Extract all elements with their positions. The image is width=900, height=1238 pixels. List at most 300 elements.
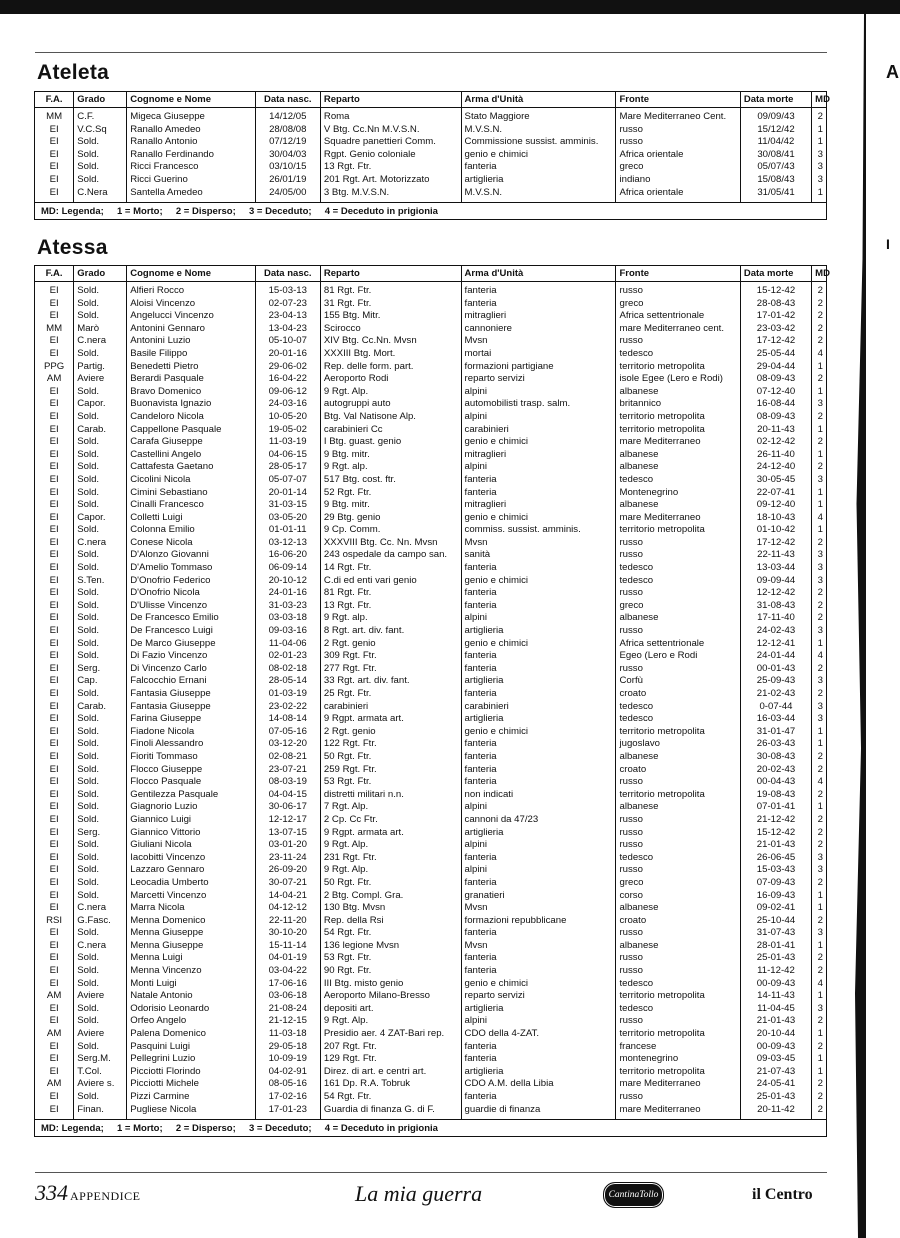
table-cell: Palena Domenico xyxy=(127,1028,255,1041)
table-cell: 9 Rgt. Alp. xyxy=(320,1015,461,1028)
table-cell: genio e chimici xyxy=(461,575,616,588)
table-cell: carabinieri xyxy=(461,424,616,437)
table-cell: 2 xyxy=(817,373,823,385)
table-cell: Sold. xyxy=(74,952,127,965)
table-row xyxy=(35,877,826,890)
table-cell: EI xyxy=(35,965,74,978)
table-cell: russo xyxy=(616,537,740,550)
table-cell: EI xyxy=(35,499,74,512)
table-cell: 21-08-24 xyxy=(255,1003,320,1016)
table-cell: EI xyxy=(35,827,74,840)
table-cell: 03-12-20 xyxy=(255,738,320,751)
table-cell: 31-03-15 xyxy=(255,499,320,512)
table-cell: 1 xyxy=(817,385,823,397)
table-cell: Sold. xyxy=(74,449,127,462)
table-cell: 22-11-20 xyxy=(255,915,320,928)
table-cell: 06-09-14 xyxy=(255,562,320,575)
column-header: Fronte xyxy=(616,92,740,108)
table-cell: 08-09-43 xyxy=(740,411,811,424)
table-cell: carabinieri xyxy=(461,701,616,714)
table-cell: Mvsn xyxy=(461,537,616,550)
table-cell: alpini xyxy=(461,411,616,424)
table-cell: 07-05-16 xyxy=(255,726,320,739)
table-cell: 1 xyxy=(817,423,823,435)
table-cell: alpini xyxy=(461,461,616,474)
table-cell: 20-11-43 xyxy=(740,424,811,437)
table-cell: 3 xyxy=(817,148,823,160)
table-cell: alpini xyxy=(461,612,616,625)
table-cell: Ranallo Antonio xyxy=(127,136,255,149)
table-cell: Carab. xyxy=(74,424,127,437)
column-header: Arma d'Unità xyxy=(461,266,616,282)
table-cell: 9 Rgt. Alp. xyxy=(320,864,461,877)
table-cell: Presidio aer. 4 ZAT-Bari rep. xyxy=(320,1028,461,1041)
table-cell: EI xyxy=(35,726,74,739)
table-cell: Lazzaro Gennaro xyxy=(127,864,255,877)
table-cell: AM xyxy=(35,373,74,386)
table-cell: Pugliese Nicola xyxy=(127,1104,255,1120)
table-cell: Marò xyxy=(74,323,127,336)
table-cell: formazioni partigiane xyxy=(461,361,616,374)
table-cell: 07/12/19 xyxy=(255,136,320,149)
table-cell: 1 xyxy=(817,637,823,649)
table-cell: tedesco xyxy=(616,713,740,726)
table-cell: Cicolini Nicola xyxy=(127,474,255,487)
table-cell: 1 xyxy=(817,123,823,135)
table-cell: Sold. xyxy=(74,436,127,449)
table-cell: EI xyxy=(35,1053,74,1066)
table-cell: PPG xyxy=(35,361,74,374)
table-cell: 01-01-11 xyxy=(255,524,320,537)
table-cell: Sold. xyxy=(74,587,127,600)
table-cell: 03-04-22 xyxy=(255,965,320,978)
table-cell: XIV Btg. Cc.Nn. Mvsn xyxy=(320,335,461,348)
table-cell: 9 Rgt. alp. xyxy=(320,461,461,474)
table-cell: Flocco Pasquale xyxy=(127,776,255,789)
table-cell: Aviere xyxy=(74,990,127,1003)
table-row xyxy=(35,650,826,663)
table-cell: Alfieri Rocco xyxy=(127,282,255,298)
table-cell: mitraglieri xyxy=(461,449,616,462)
table-cell: 02-07-23 xyxy=(255,298,320,311)
table-cell: tedesco xyxy=(616,575,740,588)
table-cell: 4 xyxy=(817,347,823,359)
table-cell: 1 xyxy=(817,136,823,148)
table-cell: Giagnorio Luzio xyxy=(127,801,255,814)
table-cell: 20-02-43 xyxy=(740,764,811,777)
table-row xyxy=(35,978,826,991)
table-cell: 26-03-43 xyxy=(740,738,811,751)
table-row xyxy=(35,1015,826,1028)
column-header: MD xyxy=(812,266,826,282)
table-cell: Guardia di finanza G. di F. xyxy=(320,1104,461,1120)
table-cell: Sold. xyxy=(74,348,127,361)
table-cell: 02-12-42 xyxy=(740,436,811,449)
table-cell: EI xyxy=(35,688,74,701)
table-cell: 03-05-20 xyxy=(255,512,320,525)
table-cell: 10-05-20 xyxy=(255,411,320,424)
table-cell: 02-01-23 xyxy=(255,650,320,663)
table-cell: Marra Nicola xyxy=(127,902,255,915)
table-cell: EI xyxy=(35,927,74,940)
table-cell: 2 xyxy=(817,461,823,473)
table-cell: EI xyxy=(35,1015,74,1028)
table-cell: D'Onofrio Nicola xyxy=(127,587,255,600)
table-cell: carabinieri xyxy=(320,701,461,714)
table-cell: 25 Rgt. Ftr. xyxy=(320,688,461,701)
table-cell: 30-10-20 xyxy=(255,927,320,940)
table-cell: EI xyxy=(35,411,74,424)
table-cell: 15-03-13 xyxy=(255,282,320,298)
table-cell: 3 xyxy=(817,700,823,712)
table-cell: Menna Vincenzo xyxy=(127,965,255,978)
column-header: Cognome e Nome xyxy=(127,266,255,282)
table-cell: Marcetti Vincenzo xyxy=(127,890,255,903)
table-cell: Monti Luigi xyxy=(127,978,255,991)
table-cell: 04-04-15 xyxy=(255,789,320,802)
table-cell: artiglieria xyxy=(461,675,616,688)
table-cell: MM xyxy=(35,323,74,336)
table-cell: 29-04-44 xyxy=(740,361,811,374)
table-atessa xyxy=(34,265,830,1137)
table-cell: 1 xyxy=(817,889,823,901)
table-cell: EI xyxy=(35,1066,74,1079)
table-cell: EI xyxy=(35,814,74,827)
table-cell: 11-03-18 xyxy=(255,1028,320,1041)
table-cell: Sold. xyxy=(74,801,127,814)
table-cell: 25-10-44 xyxy=(740,915,811,928)
table-cell: russo xyxy=(616,625,740,638)
table-cell: artiglieria xyxy=(461,174,616,187)
table-cell: 19-05-02 xyxy=(255,424,320,437)
facing-page-letter: A xyxy=(886,62,899,82)
table-row xyxy=(35,449,826,462)
table-cell: 9 Rgt. alp. xyxy=(320,612,461,625)
table-cell: Benedetti Pietro xyxy=(127,361,255,374)
table-row xyxy=(35,149,826,162)
table-header-row xyxy=(35,92,826,108)
table-cell: EI xyxy=(35,436,74,449)
table-cell: Sold. xyxy=(74,549,127,562)
table-cell: fanteria xyxy=(461,927,616,940)
table-cell: Sold. xyxy=(74,282,127,298)
table-cell: 05-10-07 xyxy=(255,335,320,348)
table-cell: EI xyxy=(35,600,74,613)
table-cell: 04-12-12 xyxy=(255,902,320,915)
table-cell: Flocco Giuseppe xyxy=(127,764,255,777)
table-cell: EI xyxy=(35,298,74,311)
table-cell: Direz. di art. e centri art. xyxy=(320,1066,461,1079)
table-cell: fanteria xyxy=(461,1091,616,1104)
table-cell: 08-03-19 xyxy=(255,776,320,789)
table-cell: Commissione sussist. amminis. xyxy=(461,136,616,149)
table-cell: Sold. xyxy=(74,1041,127,1054)
table-cell: Sold. xyxy=(74,562,127,575)
table-cell: Squadre panettieri Comm. xyxy=(320,136,461,149)
table-cell: Carab. xyxy=(74,701,127,714)
table-cell: 2 xyxy=(817,914,823,926)
table-cell: D'Onofrio Federico xyxy=(127,575,255,588)
table-cell: 21-12-15 xyxy=(255,1015,320,1028)
table-cell: Menna Giuseppe xyxy=(127,927,255,940)
table-cell: russo xyxy=(616,776,740,789)
sponsor-logo xyxy=(603,1182,664,1208)
table-cell: EI xyxy=(35,149,74,162)
table-cell: russo xyxy=(616,124,740,137)
table-header-row xyxy=(35,266,826,282)
table-row xyxy=(35,675,826,688)
table-cell: 28-05-17 xyxy=(255,461,320,474)
table-cell: 31-03-23 xyxy=(255,600,320,613)
table-cell: 28-08-43 xyxy=(740,298,811,311)
table-cell: 13-07-15 xyxy=(255,827,320,840)
table-cell: 1 xyxy=(817,902,823,914)
table-cell: 2 xyxy=(817,322,823,334)
table-cell: mare Mediterraneo cent. xyxy=(616,323,740,336)
table-cell: fanteria xyxy=(461,282,616,298)
table-cell: Carafa Giuseppe xyxy=(127,436,255,449)
table-cell: russo xyxy=(616,1015,740,1028)
table-cell: 29-05-18 xyxy=(255,1041,320,1054)
table-row xyxy=(35,361,826,374)
table-cell: Giannico Luigi xyxy=(127,814,255,827)
table-cell: EI xyxy=(35,487,74,500)
sponsor-logo-text: CantinaTollo xyxy=(608,1190,659,1200)
table-cell: 29-06-02 xyxy=(255,361,320,374)
table-cell: C.nera xyxy=(74,902,127,915)
table-cell: 08-05-16 xyxy=(255,1078,320,1091)
table-cell: 14-11-43 xyxy=(740,990,811,1003)
table-cell: Ranallo Ferdinando xyxy=(127,149,255,162)
table-cell: 7 Rgt. Alp. xyxy=(320,801,461,814)
table-cell: Serg.M. xyxy=(74,1053,127,1066)
column-header: Reparto xyxy=(320,92,461,108)
table-cell: 16-03-44 xyxy=(740,713,811,726)
table-cell: mortai xyxy=(461,348,616,361)
table-cell: tedesco xyxy=(616,348,740,361)
table-cell: alpini xyxy=(461,801,616,814)
table-cell: Sold. xyxy=(74,161,127,174)
table-cell: Picciotti Florindo xyxy=(127,1066,255,1079)
table-cell: 15-03-43 xyxy=(740,864,811,877)
table-cell: Menna Domenico xyxy=(127,915,255,928)
table-row xyxy=(35,915,826,928)
table-cell: Angelucci Vincenzo xyxy=(127,310,255,323)
table-cell: C.nera xyxy=(74,537,127,550)
table-row xyxy=(35,952,826,965)
table-cell: 12-12-42 xyxy=(740,587,811,600)
table-cell: jugoslavo xyxy=(616,738,740,751)
table-row xyxy=(35,575,826,588)
table-cell: EI xyxy=(35,562,74,575)
table-cell: britannico xyxy=(616,398,740,411)
table-cell: Iacobitti Vincenzo xyxy=(127,852,255,865)
table-cell: tedesco xyxy=(616,852,740,865)
table-cell: Ricci Guerino xyxy=(127,174,255,187)
table-cell: XXXIII Btg. Mort. xyxy=(320,348,461,361)
table-cell: 21-12-42 xyxy=(740,814,811,827)
newspaper-name: il Centro xyxy=(752,1186,813,1203)
table-row xyxy=(35,461,826,474)
table-cell: 30-05-45 xyxy=(740,474,811,487)
table-cell: 9 Rgpt. armata art. xyxy=(320,713,461,726)
table-cell: Aloisi Vincenzo xyxy=(127,298,255,311)
table-cell: Mvsn xyxy=(461,335,616,348)
table-cell: 2 xyxy=(817,1103,823,1115)
table-cell: Sold. xyxy=(74,149,127,162)
table-cell: Sold. xyxy=(74,776,127,789)
table-cell: Serg. xyxy=(74,827,127,840)
table-cell: tedesco xyxy=(616,1003,740,1016)
table-cell: M.V.S.N. xyxy=(461,187,616,203)
table-cell: Sold. xyxy=(74,738,127,751)
table-cell: Africa orientale xyxy=(616,187,740,203)
table-cell: territorio metropolita xyxy=(616,361,740,374)
table-cell: 15/12/42 xyxy=(740,124,811,137)
table-cell: G.Fasc. xyxy=(74,915,127,928)
table-cell: greco xyxy=(616,877,740,890)
table-cell: C.F. xyxy=(74,108,127,124)
table-cell: 1 xyxy=(817,990,823,1002)
table-row xyxy=(35,298,826,311)
table-cell: Africa settentrionale xyxy=(616,638,740,651)
table-cell: reparto servizi xyxy=(461,990,616,1003)
table-cell: 24/05/00 xyxy=(255,187,320,203)
table-cell: Sold. xyxy=(74,814,127,827)
table-cell: croato xyxy=(616,915,740,928)
table-cell: Fiadone Nicola xyxy=(127,726,255,739)
table-row xyxy=(35,174,826,187)
table-cell: 14-04-21 xyxy=(255,890,320,903)
table-cell: russo xyxy=(616,814,740,827)
table-cell: V Btg. Cc.Nn M.V.S.N. xyxy=(320,124,461,137)
table-cell: C.Nera xyxy=(74,187,127,203)
table-cell: V.C.Sq xyxy=(74,124,127,137)
table-cell: 01-03-19 xyxy=(255,688,320,701)
table-cell: Montenegrino xyxy=(616,487,740,500)
table-row xyxy=(35,108,826,124)
table-cell: 26/01/19 xyxy=(255,174,320,187)
table-cell: Orfeo Angelo xyxy=(127,1015,255,1028)
table-cell: 00-09-43 xyxy=(740,1041,811,1054)
table-cell: russo xyxy=(616,839,740,852)
table-cell: 25-01-43 xyxy=(740,1091,811,1104)
table-cell: 2 Rgt. genio xyxy=(320,638,461,651)
table-cell: russo xyxy=(616,1091,740,1104)
table-cell: Migeca Giuseppe xyxy=(127,108,255,124)
table-row xyxy=(35,499,826,512)
section-title-ateleta: Ateleta xyxy=(37,61,110,84)
table-cell: EI xyxy=(35,575,74,588)
table-ateleta xyxy=(34,91,830,220)
table-cell: 1 xyxy=(817,448,823,460)
facing-page-margin xyxy=(866,14,900,1238)
table-cell: 03/10/15 xyxy=(255,161,320,174)
table-cell: Conese Nicola xyxy=(127,537,255,550)
table-cell: 155 Btg. Mitr. xyxy=(320,310,461,323)
table-cell: Mare Mediterraneo Cent. xyxy=(616,108,740,124)
table-cell: 81 Rgt. Ftr. xyxy=(320,587,461,600)
table-cell: Cap. xyxy=(74,675,127,688)
table-cell: Pizzi Carmine xyxy=(127,1091,255,1104)
table-cell: EI xyxy=(35,978,74,991)
table-cell: 17-01-42 xyxy=(740,310,811,323)
table-cell: Pellegrini Luzio xyxy=(127,1053,255,1066)
table-cell: commiss. sussist. amminis. xyxy=(461,524,616,537)
md-legend: MD: Legenda; 1 = Morto; 2 = Disperso; 3 = Deceduto; 4 = Deceduto in prigionia xyxy=(35,1119,826,1136)
table-cell: 17-02-16 xyxy=(255,1091,320,1104)
table-cell: 22-11-43 xyxy=(740,549,811,562)
table-cell: 09-02-41 xyxy=(740,902,811,915)
table-cell: 30-06-17 xyxy=(255,801,320,814)
table-cell: 20-01-14 xyxy=(255,487,320,500)
table-cell: 30/04/03 xyxy=(255,149,320,162)
table-row xyxy=(35,398,826,411)
column-header: Reparto xyxy=(320,266,461,282)
table-cell: territorio metropolita xyxy=(616,726,740,739)
table-cell: Cappellone Pasquale xyxy=(127,424,255,437)
table-cell: EI xyxy=(35,174,74,187)
table-cell: Sold. xyxy=(74,612,127,625)
table-row xyxy=(35,136,826,149)
table-cell: Capor. xyxy=(74,398,127,411)
table-cell: 243 ospedale da campo san. xyxy=(320,549,461,562)
table-cell: territorio metropolita xyxy=(616,1066,740,1079)
table-cell: 2 xyxy=(817,587,823,599)
table-cell: EI xyxy=(35,124,74,137)
table-cell: EI xyxy=(35,852,74,865)
table-cell: russo xyxy=(616,827,740,840)
table-cell: 9 Btg. mitr. xyxy=(320,499,461,512)
table-row xyxy=(35,776,826,789)
table-cell: 07-01-41 xyxy=(740,801,811,814)
table-cell: 02-08-21 xyxy=(255,751,320,764)
table-cell: territorio metropolita xyxy=(616,990,740,1003)
table-cell: mitraglieri xyxy=(461,499,616,512)
table-cell: 11-04-06 xyxy=(255,638,320,651)
table-cell: 130 Btg. Mvsn xyxy=(320,902,461,915)
table-cell: 21-01-43 xyxy=(740,839,811,852)
table-cell: Africa settentrionale xyxy=(616,310,740,323)
table-cell: 54 Rgt. Ftr. xyxy=(320,927,461,940)
table-cell: Basile Filippo xyxy=(127,348,255,361)
table-cell: fanteria xyxy=(461,852,616,865)
table-cell: 90 Rgt. Ftr. xyxy=(320,965,461,978)
table-row xyxy=(35,827,826,840)
table-cell: Sold. xyxy=(74,688,127,701)
data-table xyxy=(35,92,830,202)
table-cell: 26-11-40 xyxy=(740,449,811,462)
table-cell: 161 Dp. R.A. Tobruk xyxy=(320,1078,461,1091)
table-cell: 2 xyxy=(817,763,823,775)
table-cell: Menna Giuseppe xyxy=(127,940,255,953)
table-cell: russo xyxy=(616,282,740,298)
table-cell: EI xyxy=(35,864,74,877)
table-cell: mare Mediterraneo xyxy=(616,1104,740,1120)
table-cell: russo xyxy=(616,335,740,348)
table-cell: Sold. xyxy=(74,310,127,323)
table-cell: 53 Rgt. Ftr. xyxy=(320,776,461,789)
table-cell: automobilisti trasp. salm. xyxy=(461,398,616,411)
table-cell: EI xyxy=(35,1041,74,1054)
table-cell: fanteria xyxy=(461,587,616,600)
table-cell: EI xyxy=(35,310,74,323)
table-cell: 15-11-14 xyxy=(255,940,320,953)
table-cell: fanteria xyxy=(461,663,616,676)
table-cell: Sold. xyxy=(74,174,127,187)
table-cell: 2 xyxy=(817,839,823,851)
column-header: Data nasc. xyxy=(255,92,320,108)
